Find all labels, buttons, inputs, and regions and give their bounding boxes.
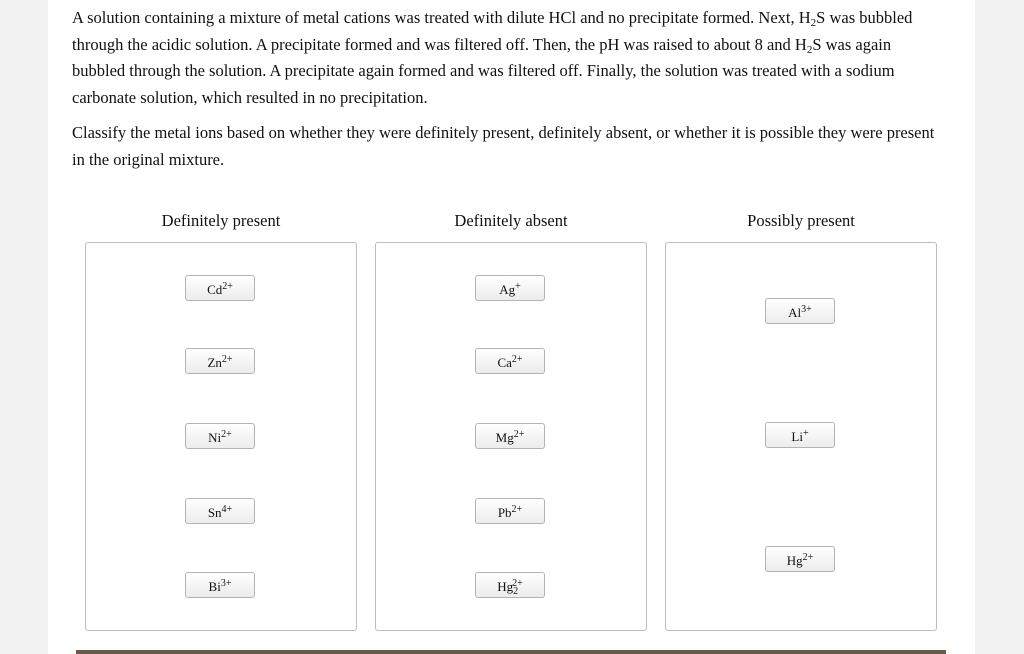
ion-symbol: Sn bbox=[207, 505, 222, 520]
ion-charge: 4+ bbox=[221, 504, 233, 515]
ion-chip-sn[interactable] bbox=[185, 498, 255, 524]
ion-symbol: Ca bbox=[497, 355, 512, 370]
ion-chip-zn[interactable] bbox=[185, 348, 255, 374]
ion-charge: 2+ bbox=[222, 281, 233, 292]
ion-charge: 2+ bbox=[221, 429, 232, 440]
ion-symbol: Zn bbox=[207, 355, 222, 370]
ion-chip-al[interactable] bbox=[765, 298, 835, 324]
ion-chip-hg[interactable] bbox=[765, 546, 835, 572]
ion-symbol: Pb bbox=[497, 505, 512, 520]
bin-heading-possibly-present: Possibly present bbox=[747, 211, 855, 230]
ion-symbol: Li bbox=[791, 429, 803, 444]
ion-charge: 2+ bbox=[512, 578, 523, 589]
text-segment: S was again bubbled through the solution. A precipitate again formed and was filtered off. Finally, the solution was treated with a sodium carbonate solution, which resulted in no precipitation. bbox=[72, 34, 895, 107]
ion-chip-mg[interactable] bbox=[475, 423, 545, 449]
ion-chip-pb[interactable] bbox=[475, 498, 545, 524]
ion-charge: 3+ bbox=[801, 304, 812, 315]
ion-charge: 2+ bbox=[221, 354, 233, 365]
ion-charge: 3+ bbox=[220, 578, 232, 589]
ion-symbol: Hg bbox=[786, 553, 803, 568]
ion-symbol: Bi bbox=[208, 579, 221, 594]
text-segment: S was bubbled through the acidic solution. A precipitate formed and was filtered off. Then, the pH was raised to about 8 and H bbox=[72, 8, 913, 54]
ion-charge: + bbox=[802, 428, 809, 439]
ion-symbol: Ag bbox=[499, 282, 516, 297]
ion-symbol: Hg bbox=[497, 579, 514, 594]
ion-charge: 2+ bbox=[511, 354, 523, 365]
question-text bbox=[72, 5, 942, 111]
ion-symbol: Mg bbox=[495, 430, 514, 445]
text-segment: A solution containing a mixture of metal cations was treated with dilute HCl and no precipitate formed. Next, H bbox=[72, 8, 811, 27]
bin-heading-definitely-present: Definitely present bbox=[161, 211, 281, 230]
ion-symbol: Al bbox=[788, 305, 802, 320]
ion-chip-hg2[interactable] bbox=[475, 572, 545, 598]
ion-charge: 2+ bbox=[511, 504, 523, 515]
ion-chip-ni[interactable] bbox=[185, 423, 255, 449]
subscript: 2 bbox=[810, 17, 817, 29]
ion-chip-ag[interactable] bbox=[475, 275, 545, 301]
instruction-text: Classify the metal ions based on whether they were definitely present, definitely absent, or whether it is possible they were present in the original mixture. bbox=[72, 123, 935, 169]
ion-subscript: 2 bbox=[513, 586, 519, 597]
ion-charge: 2+ bbox=[513, 429, 525, 440]
ion-chip-cd[interactable] bbox=[185, 275, 255, 301]
ion-symbol: Cd bbox=[207, 282, 223, 297]
bin-heading-definitely-absent: Definitely absent bbox=[454, 211, 568, 230]
ion-chip-bi[interactable] bbox=[185, 572, 255, 598]
subscript: 2 bbox=[806, 43, 813, 56]
ion-chip-li[interactable] bbox=[765, 422, 835, 448]
ion-symbol: Ni bbox=[208, 430, 222, 445]
ion-charge: 2+ bbox=[802, 552, 814, 563]
bottom-divider bbox=[76, 650, 946, 654]
ion-charge: + bbox=[515, 281, 521, 292]
ion-chip-ca[interactable] bbox=[475, 348, 545, 374]
